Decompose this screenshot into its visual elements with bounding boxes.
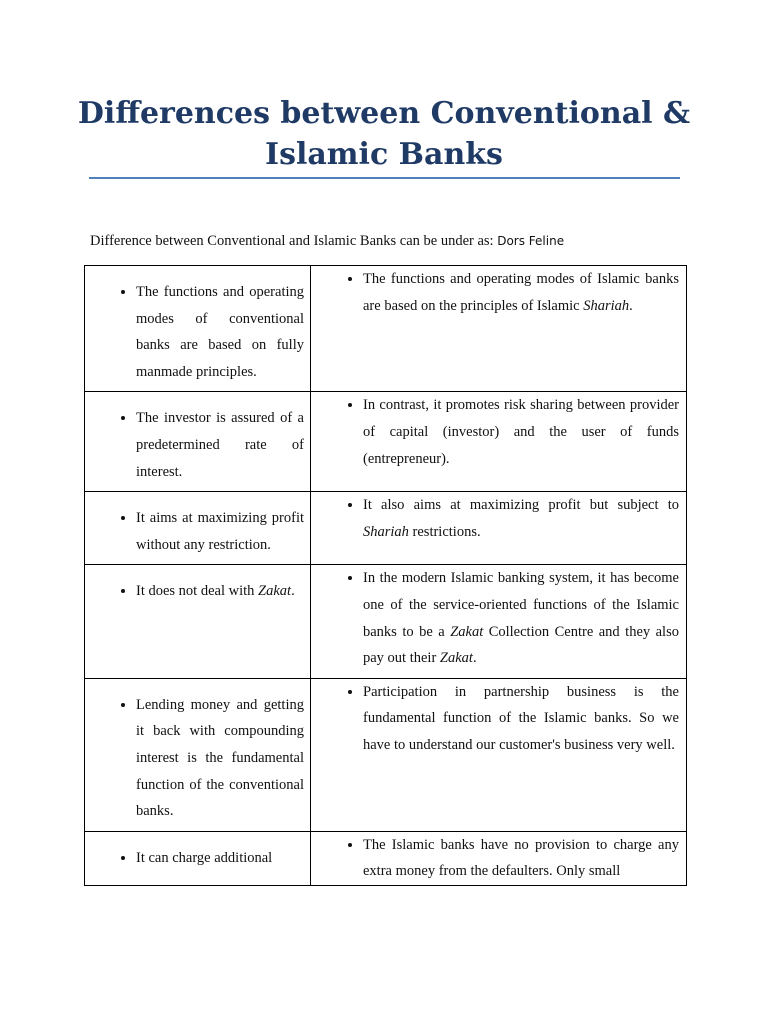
intro-text: Difference between Conventional and Islamic Banks can be under as:: [90, 233, 494, 249]
conventional-point: • It can charge additional: [136, 845, 304, 872]
table-row: [85, 565, 687, 678]
islamic-point: • The Islamic banks have no provision to charge any extra money from the defaulters. Only small: [363, 832, 679, 885]
islamic-cell: [311, 678, 687, 831]
term-zakat: Zakat: [439, 650, 473, 667]
intro-paragraph: [90, 231, 564, 251]
islamic-cell: [311, 266, 687, 392]
table-row: [85, 392, 687, 492]
conventional-point: • The investor is assured of a predetermined rate of interest.: [136, 405, 304, 485]
title-underline: [89, 177, 680, 179]
table-row: [85, 266, 687, 392]
comparison-table: [84, 265, 687, 886]
conventional-point: • Lending money and getting it back with compounding interest is the fundamental function of the conventional banks.: [136, 692, 304, 825]
islamic-point: • The functions and operating modes of Islamic banks are based on the principles of Islamic Shariah.: [363, 266, 679, 319]
conventional-point: • It does not deal with Zakat.: [136, 578, 304, 605]
islamic-cell: [311, 565, 687, 678]
page-title: Differences between Conventional & Islamic Banks: [77, 96, 691, 172]
table-row: [85, 492, 687, 565]
conventional-cell: [85, 392, 311, 492]
table-row: [85, 831, 687, 885]
islamic-point: • It also aims at maximizing profit but subject to Shariah restrictions.: [363, 492, 679, 545]
conventional-cell: [85, 266, 311, 392]
islamic-point: • Participation in partnership business is the fundamental function of the Islamic banks. So we have to understand our customer's business very well.: [363, 679, 679, 759]
conventional-cell: [85, 565, 311, 678]
conventional-cell: [85, 678, 311, 831]
islamic-cell: [311, 492, 687, 565]
table-row: [85, 678, 687, 831]
term-zakat: Zakat: [258, 583, 292, 600]
islamic-cell: [311, 392, 687, 492]
conventional-point: • It aims at maximizing profit without any restriction.: [136, 505, 304, 558]
conventional-cell: [85, 492, 311, 565]
term-shariah: Shariah: [363, 523, 409, 540]
term-shariah: Shariah: [583, 297, 630, 314]
term-zakat: Zakat: [450, 623, 484, 640]
islamic-point: • In contrast, it promotes risk sharing between provider of capital (investor) and the user of funds (entrepreneur).: [363, 392, 679, 472]
author-name: Dors Feline: [497, 234, 565, 248]
islamic-cell: [311, 831, 687, 885]
conventional-point: • The functions and operating modes of conventional banks are based on fully manmade principles.: [136, 279, 304, 385]
conventional-cell: [85, 831, 311, 885]
islamic-point: • In the modern Islamic banking system, it has become one of the service-oriented functions of the Islamic banks to be a Zakat Collection Centre and they also pay out their Zakat.: [363, 565, 679, 671]
